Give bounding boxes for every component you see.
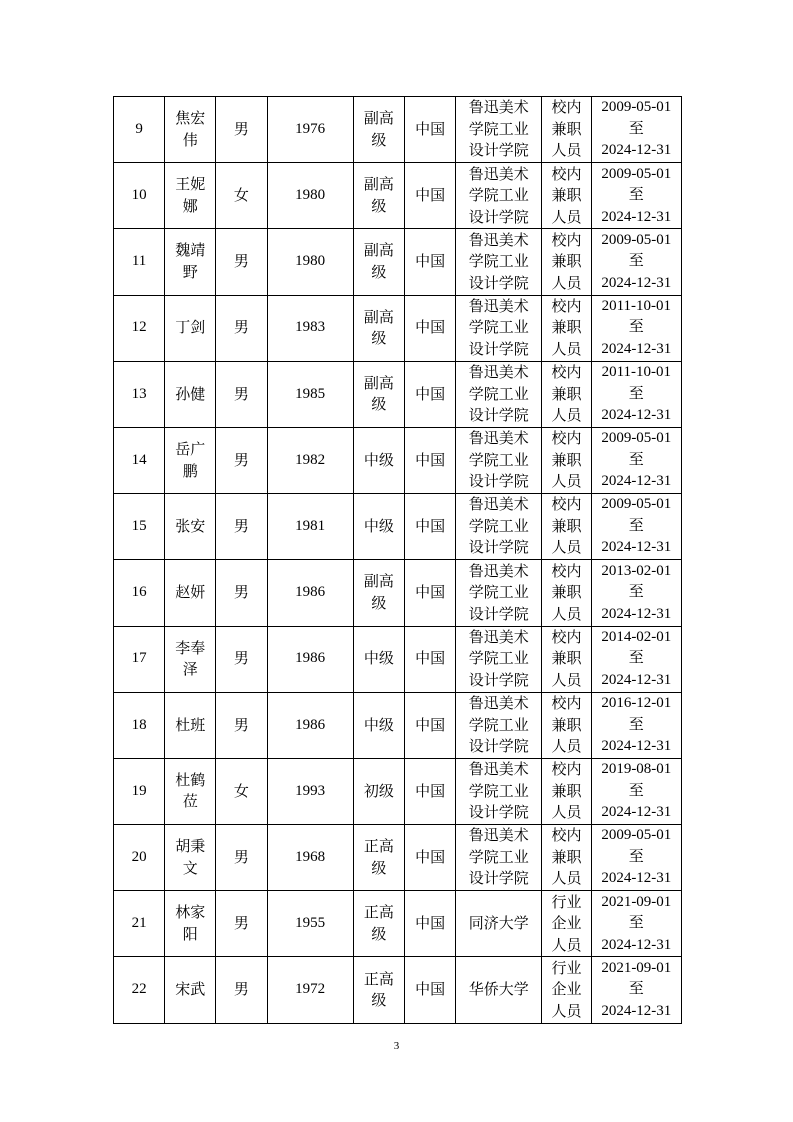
cell-period-date-end-text: 2024-12-31 bbox=[601, 936, 672, 953]
cell-birth-year bbox=[267, 427, 353, 493]
cell-period-date-start-text: 2009-05-01 bbox=[601, 231, 672, 248]
cell-birth-year bbox=[267, 825, 353, 891]
cell-organization bbox=[456, 229, 542, 295]
cell-nationality-nationality-text: 中国 bbox=[415, 715, 446, 734]
cell-name bbox=[165, 97, 216, 163]
cell-birth-year-year-text: 1993 bbox=[295, 782, 326, 799]
cell-sex bbox=[216, 692, 267, 758]
cell-period-date-start-text: 2021-09-01 bbox=[601, 959, 672, 976]
cell-period-date-sep-text: 至 bbox=[628, 782, 644, 799]
cell-birth-year bbox=[267, 560, 353, 626]
cell-staff-type bbox=[542, 361, 591, 427]
cell-staff-type bbox=[542, 825, 591, 891]
cell-period-date-sep-text: 至 bbox=[628, 451, 644, 468]
cell-no-no-text: 17 bbox=[131, 650, 147, 667]
cell-staff-type-type-text: 校内兼职人员 bbox=[551, 627, 582, 689]
cell-staff-type bbox=[542, 957, 591, 1023]
cell-name-name-text: 杜鹤莅 bbox=[175, 770, 206, 811]
cell-birth-year-year-text: 1983 bbox=[295, 319, 326, 336]
cell-staff-type bbox=[542, 692, 591, 758]
cell-name bbox=[165, 361, 216, 427]
cell-nationality-nationality-text: 中国 bbox=[415, 318, 446, 337]
cell-title-title-text: 副高级 bbox=[363, 109, 394, 149]
cell-nationality-nationality-text: 中国 bbox=[415, 649, 446, 668]
cell-organization-org-text: 鲁迅美术学院工业设计学院 bbox=[468, 363, 529, 425]
cell-name-name-text: 魏靖野 bbox=[175, 241, 206, 281]
cell-sex-sex-text: 男 bbox=[233, 384, 249, 403]
table-row bbox=[114, 97, 682, 163]
cell-staff-type-type-text: 校内兼职人员 bbox=[551, 561, 582, 623]
cell-birth-year-year-text: 1955 bbox=[295, 915, 326, 932]
cell-organization bbox=[456, 560, 542, 626]
cell-staff-type-type-text: 行业企业人员 bbox=[551, 958, 582, 1020]
cell-staff-type bbox=[542, 560, 591, 626]
cell-nationality-nationality-text: 中国 bbox=[415, 516, 446, 535]
cell-staff-type-type-text: 校内兼职人员 bbox=[551, 363, 582, 425]
table-row bbox=[114, 692, 682, 758]
cell-no-no-text: 10 bbox=[131, 187, 147, 204]
cell-staff-type bbox=[542, 163, 591, 229]
cell-period bbox=[591, 361, 681, 427]
cell-no bbox=[114, 295, 165, 361]
cell-organization-org-text: 华侨大学 bbox=[468, 980, 529, 999]
cell-period-date-start-text: 2009-05-01 bbox=[601, 165, 672, 182]
cell-period-date-start-text: 2019-08-01 bbox=[601, 761, 672, 778]
cell-name-name-text: 宋武 bbox=[175, 980, 206, 999]
cell-sex-sex-text: 男 bbox=[233, 252, 249, 271]
cell-name bbox=[165, 560, 216, 626]
cell-period-date-sep-text: 至 bbox=[628, 253, 644, 270]
table-row bbox=[114, 361, 682, 427]
cell-title bbox=[353, 97, 404, 163]
cell-name bbox=[165, 626, 216, 692]
cell-staff-type-type-text: 校内兼职人员 bbox=[551, 230, 582, 292]
cell-period-date-start-text: 2011-10-01 bbox=[601, 297, 672, 314]
cell-title-title-text: 正高级 bbox=[363, 903, 394, 943]
cell-organization bbox=[456, 163, 542, 229]
cell-period bbox=[591, 758, 681, 824]
cell-nationality-nationality-text: 中国 bbox=[415, 914, 446, 933]
cell-period-date-end-text: 2024-12-31 bbox=[601, 1002, 672, 1019]
cell-period bbox=[591, 163, 681, 229]
cell-no-no-text: 21 bbox=[131, 915, 147, 932]
cell-name-name-text: 李奉泽 bbox=[175, 638, 206, 679]
cell-organization-org-text: 鲁迅美术学院工业设计学院 bbox=[468, 760, 529, 822]
table-row bbox=[114, 229, 682, 295]
cell-name bbox=[165, 957, 216, 1023]
cell-organization bbox=[456, 295, 542, 361]
cell-no-no-text: 12 bbox=[131, 319, 147, 336]
cell-birth-year bbox=[267, 891, 353, 957]
cell-title bbox=[353, 427, 404, 493]
cell-birth-year bbox=[267, 163, 353, 229]
cell-title-title-text: 中级 bbox=[363, 516, 394, 535]
cell-no bbox=[114, 229, 165, 295]
cell-nationality bbox=[404, 957, 455, 1023]
table-row bbox=[114, 758, 682, 824]
cell-staff-type bbox=[542, 427, 591, 493]
cell-period bbox=[591, 229, 681, 295]
cell-period bbox=[591, 494, 681, 560]
cell-period-date-start-text: 2016-12-01 bbox=[601, 695, 672, 712]
cell-staff-type bbox=[542, 626, 591, 692]
cell-name bbox=[165, 494, 216, 560]
cell-staff-type-type-text: 校内兼职人员 bbox=[551, 694, 582, 756]
cell-organization-org-text: 鲁迅美术学院工业设计学院 bbox=[468, 164, 529, 226]
cell-name-name-text: 杜班 bbox=[175, 715, 206, 734]
cell-sex bbox=[216, 361, 267, 427]
cell-nationality-nationality-text: 中国 bbox=[415, 847, 446, 866]
cell-name bbox=[165, 163, 216, 229]
cell-nationality bbox=[404, 758, 455, 824]
table-row bbox=[114, 163, 682, 229]
table-row bbox=[114, 560, 682, 626]
cell-sex-sex-text: 男 bbox=[233, 715, 249, 734]
cell-organization bbox=[456, 626, 542, 692]
cell-title bbox=[353, 229, 404, 295]
cell-title bbox=[353, 692, 404, 758]
cell-period-date-end-text: 2024-12-31 bbox=[601, 407, 672, 424]
cell-nationality bbox=[404, 295, 455, 361]
cell-no-no-text: 18 bbox=[131, 716, 147, 733]
cell-period-date-end-text: 2024-12-31 bbox=[601, 870, 672, 887]
cell-nationality bbox=[404, 163, 455, 229]
staff-table-body bbox=[114, 97, 682, 1024]
cell-period-date-end-text: 2024-12-31 bbox=[601, 605, 672, 622]
cell-staff-type-type-text: 校内兼职人员 bbox=[551, 495, 582, 557]
cell-organization bbox=[456, 891, 542, 957]
table-row bbox=[114, 891, 682, 957]
cell-birth-year-year-text: 1985 bbox=[295, 385, 326, 402]
cell-period-date-start-text: 2009-05-01 bbox=[601, 430, 672, 447]
cell-nationality bbox=[404, 229, 455, 295]
cell-name bbox=[165, 758, 216, 824]
cell-sex bbox=[216, 295, 267, 361]
cell-birth-year-year-text: 1976 bbox=[295, 120, 326, 137]
cell-no bbox=[114, 97, 165, 163]
cell-birth-year-year-text: 1981 bbox=[295, 517, 326, 534]
cell-organization bbox=[456, 825, 542, 891]
cell-staff-type bbox=[542, 891, 591, 957]
table-row bbox=[114, 957, 682, 1023]
cell-no-no-text: 9 bbox=[135, 120, 143, 137]
cell-nationality-nationality-text: 中国 bbox=[415, 583, 446, 602]
cell-title-title-text: 副高级 bbox=[363, 175, 394, 215]
cell-organization-org-text: 鲁迅美术学院工业设计学院 bbox=[468, 98, 529, 160]
cell-birth-year-year-text: 1968 bbox=[295, 848, 326, 865]
cell-name-name-text: 胡秉文 bbox=[175, 837, 206, 877]
cell-birth-year bbox=[267, 97, 353, 163]
cell-period-date-start-text: 2009-05-01 bbox=[601, 496, 672, 513]
cell-period-date-start-text: 2011-10-01 bbox=[601, 364, 672, 381]
cell-no bbox=[114, 957, 165, 1023]
cell-organization bbox=[456, 427, 542, 493]
cell-nationality-nationality-text: 中国 bbox=[415, 384, 446, 403]
cell-no bbox=[114, 560, 165, 626]
cell-birth-year-year-text: 1972 bbox=[295, 981, 326, 998]
cell-period bbox=[591, 97, 681, 163]
cell-sex-sex-text: 女 bbox=[233, 186, 249, 205]
cell-staff-type-type-text: 校内兼职人员 bbox=[551, 826, 582, 888]
cell-no bbox=[114, 163, 165, 229]
cell-staff-type bbox=[542, 758, 591, 824]
cell-staff-type-type-text: 行业企业人员 bbox=[551, 892, 582, 954]
cell-staff-type-type-text: 校内兼职人员 bbox=[551, 164, 582, 226]
cell-nationality bbox=[404, 825, 455, 891]
cell-name bbox=[165, 692, 216, 758]
cell-name-name-text: 丁剑 bbox=[175, 318, 206, 337]
cell-title bbox=[353, 361, 404, 427]
cell-sex-sex-text: 男 bbox=[233, 980, 249, 999]
cell-nationality-nationality-text: 中国 bbox=[415, 450, 446, 469]
cell-period-date-sep-text: 至 bbox=[628, 187, 644, 204]
cell-title-title-text: 副高级 bbox=[363, 572, 394, 612]
cell-no bbox=[114, 758, 165, 824]
cell-period-date-sep-text: 至 bbox=[628, 716, 644, 733]
cell-nationality bbox=[404, 891, 455, 957]
cell-nationality-nationality-text: 中国 bbox=[415, 980, 446, 999]
cell-no-no-text: 22 bbox=[131, 981, 147, 998]
cell-name-name-text: 岳广鹏 bbox=[175, 440, 206, 480]
cell-sex bbox=[216, 163, 267, 229]
cell-organization-org-text: 鲁迅美术学院工业设计学院 bbox=[468, 495, 529, 557]
cell-organization-org-text: 鲁迅美术学院工业设计学院 bbox=[468, 296, 529, 358]
cell-organization-org-text: 鲁迅美术学院工业设计学院 bbox=[468, 429, 529, 491]
cell-birth-year bbox=[267, 295, 353, 361]
cell-no bbox=[114, 626, 165, 692]
cell-period-date-start-text: 2014-02-01 bbox=[601, 628, 672, 645]
cell-birth-year bbox=[267, 758, 353, 824]
cell-period bbox=[591, 891, 681, 957]
cell-nationality bbox=[404, 361, 455, 427]
cell-title bbox=[353, 494, 404, 560]
cell-organization bbox=[456, 494, 542, 560]
cell-period-date-sep-text: 至 bbox=[628, 584, 644, 601]
cell-birth-year bbox=[267, 626, 353, 692]
cell-sex-sex-text: 男 bbox=[233, 516, 249, 535]
cell-staff-type bbox=[542, 295, 591, 361]
cell-period-date-sep-text: 至 bbox=[628, 981, 644, 998]
cell-sex bbox=[216, 494, 267, 560]
cell-staff-type bbox=[542, 494, 591, 560]
cell-period-date-end-text: 2024-12-31 bbox=[601, 539, 672, 556]
cell-staff-type-type-text: 校内兼职人员 bbox=[551, 296, 582, 358]
table-row bbox=[114, 825, 682, 891]
cell-birth-year bbox=[267, 494, 353, 560]
cell-period bbox=[591, 825, 681, 891]
cell-nationality bbox=[404, 626, 455, 692]
cell-period-date-end-text: 2024-12-31 bbox=[601, 473, 672, 490]
cell-period bbox=[591, 427, 681, 493]
cell-birth-year bbox=[267, 229, 353, 295]
cell-period-date-sep-text: 至 bbox=[628, 848, 644, 865]
cell-organization bbox=[456, 361, 542, 427]
cell-birth-year-year-text: 1986 bbox=[295, 716, 326, 733]
cell-organization bbox=[456, 97, 542, 163]
cell-organization-org-text: 鲁迅美术学院工业设计学院 bbox=[468, 627, 529, 689]
cell-name bbox=[165, 427, 216, 493]
cell-name-name-text: 张安 bbox=[175, 516, 206, 535]
table-row bbox=[114, 295, 682, 361]
cell-title bbox=[353, 560, 404, 626]
cell-period bbox=[591, 626, 681, 692]
cell-period-date-end-text: 2024-12-31 bbox=[601, 738, 672, 755]
cell-period-date-sep-text: 至 bbox=[628, 650, 644, 667]
cell-period-date-end-text: 2024-12-31 bbox=[601, 804, 672, 821]
cell-sex bbox=[216, 97, 267, 163]
cell-title-title-text: 正高级 bbox=[363, 969, 394, 1010]
cell-period-date-end-text: 2024-12-31 bbox=[601, 340, 672, 357]
cell-no-no-text: 14 bbox=[131, 451, 147, 468]
cell-no bbox=[114, 825, 165, 891]
cell-name bbox=[165, 229, 216, 295]
cell-name-name-text: 孙健 bbox=[175, 384, 206, 403]
cell-no-no-text: 19 bbox=[131, 782, 147, 799]
cell-title bbox=[353, 295, 404, 361]
cell-no bbox=[114, 692, 165, 758]
cell-sex-sex-text: 女 bbox=[233, 781, 249, 800]
cell-organization-org-text: 同济大学 bbox=[468, 914, 529, 933]
cell-nationality bbox=[404, 494, 455, 560]
cell-sex bbox=[216, 758, 267, 824]
cell-organization bbox=[456, 957, 542, 1023]
cell-sex bbox=[216, 825, 267, 891]
table-row bbox=[114, 626, 682, 692]
cell-no-no-text: 16 bbox=[131, 584, 147, 601]
cell-period-date-end-text: 2024-12-31 bbox=[601, 274, 672, 291]
cell-sex bbox=[216, 560, 267, 626]
cell-period bbox=[591, 692, 681, 758]
cell-period-date-end-text: 2024-12-31 bbox=[601, 671, 672, 688]
cell-organization bbox=[456, 758, 542, 824]
cell-title-title-text: 中级 bbox=[363, 649, 394, 668]
cell-title-title-text: 副高级 bbox=[363, 241, 394, 281]
cell-sex bbox=[216, 891, 267, 957]
cell-name-name-text: 王妮娜 bbox=[175, 175, 206, 215]
cell-birth-year-year-text: 1982 bbox=[295, 451, 326, 468]
cell-no-no-text: 13 bbox=[131, 385, 147, 402]
cell-sex-sex-text: 男 bbox=[233, 318, 249, 337]
cell-sex-sex-text: 男 bbox=[233, 583, 249, 602]
cell-staff-type-type-text: 校内兼职人员 bbox=[551, 98, 582, 160]
cell-period-date-sep-text: 至 bbox=[628, 319, 644, 336]
cell-birth-year bbox=[267, 957, 353, 1023]
cell-staff-type-type-text: 校内兼职人员 bbox=[551, 429, 582, 491]
cell-name bbox=[165, 295, 216, 361]
cell-birth-year bbox=[267, 361, 353, 427]
cell-sex-sex-text: 男 bbox=[233, 649, 249, 668]
cell-sex bbox=[216, 427, 267, 493]
cell-name-name-text: 赵妍 bbox=[175, 583, 206, 602]
cell-title-title-text: 中级 bbox=[363, 450, 394, 469]
table-row bbox=[114, 427, 682, 493]
cell-staff-type-type-text: 校内兼职人员 bbox=[551, 760, 582, 822]
cell-title bbox=[353, 163, 404, 229]
cell-sex-sex-text: 男 bbox=[233, 450, 249, 469]
cell-name-name-text: 焦宏伟 bbox=[175, 109, 206, 149]
cell-staff-type bbox=[542, 229, 591, 295]
cell-period-date-sep-text: 至 bbox=[628, 120, 644, 137]
cell-nationality-nationality-text: 中国 bbox=[415, 252, 446, 271]
cell-period-date-start-text: 2013-02-01 bbox=[601, 562, 672, 579]
cell-nationality bbox=[404, 427, 455, 493]
cell-period-date-sep-text: 至 bbox=[628, 517, 644, 534]
cell-period-date-start-text: 2009-05-01 bbox=[601, 827, 672, 844]
cell-no bbox=[114, 891, 165, 957]
cell-period bbox=[591, 560, 681, 626]
cell-sex-sex-text: 男 bbox=[233, 914, 249, 933]
cell-period bbox=[591, 957, 681, 1023]
cell-period-date-end-text: 2024-12-31 bbox=[601, 142, 672, 159]
cell-name-name-text: 林家阳 bbox=[175, 903, 206, 943]
cell-name bbox=[165, 825, 216, 891]
cell-sex-sex-text: 男 bbox=[233, 847, 249, 866]
cell-organization-org-text: 鲁迅美术学院工业设计学院 bbox=[468, 561, 529, 623]
cell-period-date-end-text: 2024-12-31 bbox=[601, 208, 672, 225]
cell-birth-year-year-text: 1980 bbox=[295, 187, 326, 204]
cell-nationality bbox=[404, 97, 455, 163]
cell-title-title-text: 副高级 bbox=[363, 373, 394, 414]
cell-no bbox=[114, 427, 165, 493]
cell-title-title-text: 副高级 bbox=[363, 307, 394, 348]
cell-title bbox=[353, 758, 404, 824]
cell-title-title-text: 初级 bbox=[363, 781, 394, 800]
cell-period-date-start-text: 2021-09-01 bbox=[601, 893, 672, 910]
cell-period-date-sep-text: 至 bbox=[628, 385, 644, 402]
cell-organization bbox=[456, 692, 542, 758]
cell-no bbox=[114, 494, 165, 560]
cell-sex bbox=[216, 957, 267, 1023]
cell-nationality-nationality-text: 中国 bbox=[415, 781, 446, 800]
page-number: 3 bbox=[393, 1040, 400, 1052]
cell-no-no-text: 15 bbox=[131, 517, 147, 534]
cell-title bbox=[353, 626, 404, 692]
cell-nationality bbox=[404, 692, 455, 758]
cell-title bbox=[353, 891, 404, 957]
cell-birth-year-year-text: 1986 bbox=[295, 650, 326, 667]
cell-title bbox=[353, 957, 404, 1023]
cell-birth-year bbox=[267, 692, 353, 758]
cell-nationality bbox=[404, 560, 455, 626]
cell-name bbox=[165, 891, 216, 957]
cell-period-date-sep-text: 至 bbox=[628, 915, 644, 932]
cell-organization-org-text: 鲁迅美术学院工业设计学院 bbox=[468, 230, 529, 292]
cell-birth-year-year-text: 1980 bbox=[295, 253, 326, 270]
staff-table bbox=[113, 96, 682, 1024]
cell-title-title-text: 正高级 bbox=[363, 837, 394, 877]
cell-title bbox=[353, 825, 404, 891]
cell-sex bbox=[216, 229, 267, 295]
cell-no bbox=[114, 361, 165, 427]
cell-organization-org-text: 鲁迅美术学院工业设计学院 bbox=[468, 694, 529, 756]
cell-title-title-text: 中级 bbox=[363, 715, 394, 734]
cell-period bbox=[591, 295, 681, 361]
cell-no-no-text: 20 bbox=[131, 848, 147, 865]
cell-sex-sex-text: 男 bbox=[233, 119, 249, 138]
cell-sex bbox=[216, 626, 267, 692]
cell-period-date-start-text: 2009-05-01 bbox=[601, 99, 672, 116]
cell-staff-type bbox=[542, 97, 591, 163]
cell-no-no-text: 11 bbox=[131, 253, 147, 270]
cell-organization-org-text: 鲁迅美术学院工业设计学院 bbox=[468, 826, 529, 888]
cell-birth-year-year-text: 1986 bbox=[295, 584, 326, 601]
table-row bbox=[114, 494, 682, 560]
cell-nationality-nationality-text: 中国 bbox=[415, 186, 446, 205]
cell-nationality-nationality-text: 中国 bbox=[415, 119, 446, 138]
